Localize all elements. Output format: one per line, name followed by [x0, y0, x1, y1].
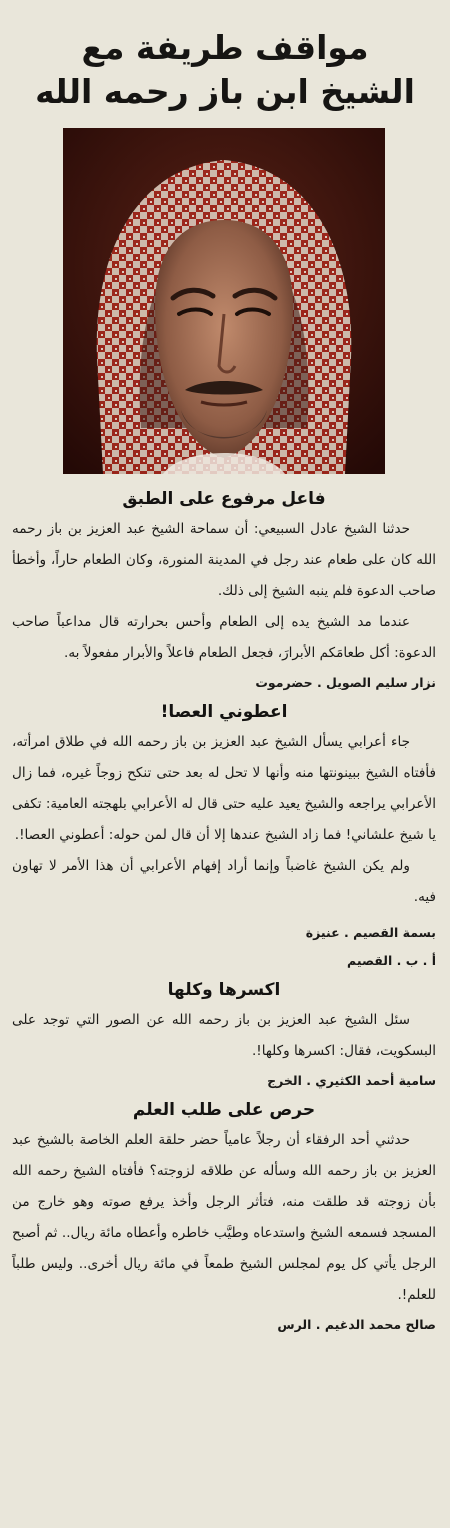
story-paragraph: سئل الشيخ عبد العزيز بن باز رحمه الله عن الصور التي توجد على البسكويت، فقال: اكسرها وكلها!.	[12, 1012, 436, 1059]
story-paragraph: ولم يكن الشيخ غاضباً وإنما أراد إفهام الأعرابي أن هذا الأمر لا تهاون فيه.	[12, 858, 436, 905]
story-3	[12, 975, 436, 1095]
story-paragraph: عندما مد الشيخ يده إلى الطعام وأحس بحرارته قال مداعباً صاحب الدعوة: أكل طعامَكم الأبرارَ، فجعل الطعام فاعلاً والأبرار مفعولاً به.	[12, 614, 436, 661]
title-line-2: الشيخ ابن باز رحمه الله	[35, 72, 415, 111]
page-title	[18, 26, 432, 114]
author-byline: أ . ب . القصيم	[347, 953, 436, 968]
author-byline: بسمة القصيم . عنيزة	[305, 925, 436, 940]
story-2	[12, 697, 436, 975]
article-body	[12, 484, 436, 1339]
story-heading: حرص على طلب العلم	[132, 1100, 316, 1120]
story-paragraph: حدثني أحد الرفقاء أن رجلاً عامياً حضر حلقة العلم الخاصة بالشيخ عبد العزيز بن باز رحمه الله وسأله عن طلاقه لزوجته؟ فأفتاه الشيخ رحمه الله بأن زوجته قد طلقت منه، فتأثر الرجل وأخذ يرفع صوته وهو خارج من المسجد فسمعه الشيخ واستدعاه وطيَّب خاطره وأعطاه مائة ريال.. ثم أصبح الرجل يأتي كل يوم لمجلس الشيخ طمعاً في مائة ريال أخرى.. وليس طلباً للعلم!.	[12, 1132, 436, 1303]
portrait-illustration	[63, 128, 385, 474]
story-1	[12, 484, 436, 697]
story-4	[12, 1095, 436, 1339]
title-line-1: مواقف طريفة مع	[81, 28, 369, 67]
story-heading: اكسرها وكلها	[167, 980, 281, 1000]
story-heading: فاعل مرفوع على الطبق	[122, 489, 326, 509]
story-paragraph: جاء أعرابي يسأل الشيخ عبد العزيز بن باز رحمه الله في طلاق امرأته، فأفتاه الشيخ ببينونتها منه وأنها لا تحل له بعد حتى تنكح زوجاً غيره، فما زال الأعرابي يراجعه والشيخ يعيد عليه حتى قال له الأعرابي بلهجته العامية: تكفى يا شيخ علشاني! فما زاد الشيخ عندها إلا أن قال لمن حوله: أعطوني العصا!.	[12, 734, 436, 843]
author-byline: نزار سليم الصويل . حضرموت	[255, 675, 436, 690]
story-heading: اعطوني العصا!	[160, 702, 288, 722]
author-byline: صالح محمد الدغيم . الرس	[277, 1317, 436, 1332]
author-byline: سامية أحمد الكثيري . الخرج	[267, 1073, 436, 1088]
story-paragraph: حدثنا الشيخ عادل السبيعي: أن سماحة الشيخ عبد العزيز بن باز رحمه الله كان على طعام عند رجل في المدينة المنورة، وكان الطعام حاراً، وأخطأ صاحب الدعوة فلم ينبه الشيخ إلى ذلك.	[12, 521, 436, 599]
portrait-photo	[63, 128, 385, 474]
